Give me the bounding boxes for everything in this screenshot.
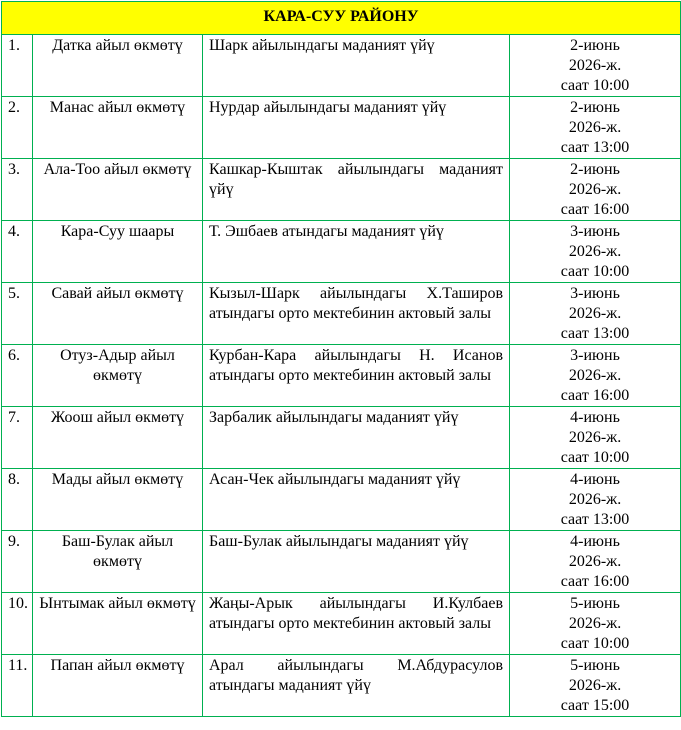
schedule-year: 2026-ж. — [568, 429, 622, 446]
venue: Баш-Булак айылындагы маданият үйү — [203, 531, 510, 593]
schedule-year: 2026-ж. — [568, 553, 622, 570]
row-number: 2. — [2, 97, 33, 159]
table-row — [2, 655, 681, 717]
venue: Курбан-Кара айылындагы Н. Исанов атындагы орто мектебинин актовый залы — [203, 345, 510, 407]
row-number: 3. — [2, 159, 33, 221]
local-government: Ынтымак айыл өкмөтү — [33, 593, 203, 655]
schedule-date: 4-июнь — [570, 533, 620, 550]
schedule-date: 3-июнь — [570, 223, 620, 240]
date-time — [510, 283, 681, 345]
schedule-date: 5-июнь — [570, 595, 620, 612]
local-government: Датка айыл өкмөтү — [33, 35, 203, 97]
schedule-year: 2026-ж. — [568, 119, 622, 136]
table-row — [2, 283, 681, 345]
date-time — [510, 345, 681, 407]
local-government: Папан айыл өкмөтү — [33, 655, 203, 717]
date-time — [510, 469, 681, 531]
venue: Зарбалик айылындагы маданият үйү — [203, 407, 510, 469]
row-number: 6. — [2, 345, 33, 407]
schedule-time: саат 10:00 — [560, 263, 630, 280]
date-time — [510, 655, 681, 717]
schedule-date: 5-июнь — [570, 657, 620, 674]
schedule-year: 2026-ж. — [568, 243, 622, 260]
row-number: 5. — [2, 283, 33, 345]
row-number: 9. — [2, 531, 33, 593]
table-row — [2, 593, 681, 655]
local-government: Савай айыл өкмөтү — [33, 283, 203, 345]
schedule-year: 2026-ж. — [568, 615, 622, 632]
date-time — [510, 407, 681, 469]
local-government: Отуз-Адыр айыл өкмөтү — [33, 345, 203, 407]
schedule-body — [2, 2, 681, 717]
date-time — [510, 531, 681, 593]
row-number: 1. — [2, 35, 33, 97]
schedule-date: 2-июнь — [570, 161, 620, 178]
schedule-table — [1, 1, 681, 717]
venue: Жаңы-Арык айылындагы И.Кулбаев атындагы орто мектебинин актовый залы — [203, 593, 510, 655]
schedule-date: 3-июнь — [570, 347, 620, 364]
title-row — [2, 2, 681, 35]
local-government: Жоош айыл өкмөтү — [33, 407, 203, 469]
schedule-date: 2-июнь — [570, 37, 620, 54]
schedule-time: саат 16:00 — [560, 201, 630, 218]
schedule-date: 2-июнь — [570, 99, 620, 116]
schedule-time: саат 16:00 — [560, 573, 630, 590]
venue: Нурдар айылындагы маданият үйү — [203, 97, 510, 159]
date-time — [510, 159, 681, 221]
schedule-year: 2026-ж. — [568, 305, 622, 322]
schedule-time: саат 10:00 — [560, 635, 630, 652]
venue: Арал айылындагы М.Абдурасулов атындагы маданият үйү — [203, 655, 510, 717]
row-number: 11. — [2, 655, 33, 717]
venue: Асан-Чек айылындагы маданият үйү — [203, 469, 510, 531]
schedule-year: 2026-ж. — [568, 491, 622, 508]
venue: Кашкар-Кыштак айылындагы маданият үйү — [203, 159, 510, 221]
table-row — [2, 469, 681, 531]
row-number: 8. — [2, 469, 33, 531]
schedule-date: 3-июнь — [570, 285, 620, 302]
schedule-time: саат 13:00 — [560, 325, 630, 342]
schedule-year: 2026-ж. — [568, 367, 622, 384]
date-time — [510, 35, 681, 97]
local-government: Баш-Булак айыл өкмөтү — [33, 531, 203, 593]
schedule-time: саат 15:00 — [560, 697, 630, 714]
schedule-year: 2026-ж. — [568, 57, 622, 74]
date-time — [510, 97, 681, 159]
row-number: 10. — [2, 593, 33, 655]
table-row — [2, 407, 681, 469]
date-time — [510, 221, 681, 283]
local-government: Ала-Тоо айыл өкмөтү — [33, 159, 203, 221]
table-row — [2, 35, 681, 97]
table-row — [2, 97, 681, 159]
schedule-time: саат 10:00 — [560, 77, 630, 94]
venue: Кызыл-Шарк айылындагы Х.Таширов атындагы орто мектебинин актовый залы — [203, 283, 510, 345]
schedule-year: 2026-ж. — [568, 677, 622, 694]
schedule-date: 4-июнь — [570, 409, 620, 426]
district-title: КАРА-СУУ РАЙОНУ — [2, 2, 681, 35]
schedule-time: саат 13:00 — [560, 511, 630, 528]
date-time — [510, 593, 681, 655]
row-number: 4. — [2, 221, 33, 283]
venue: Т. Эшбаев атындагы маданият үйү — [203, 221, 510, 283]
table-row — [2, 345, 681, 407]
table-row — [2, 159, 681, 221]
row-number: 7. — [2, 407, 33, 469]
local-government: Кара-Суу шаары — [33, 221, 203, 283]
schedule-time: саат 13:00 — [560, 139, 630, 156]
venue: Шарк айылындагы маданият үйү — [203, 35, 510, 97]
schedule-time: саат 10:00 — [560, 449, 630, 466]
table-row — [2, 531, 681, 593]
local-government: Манас айыл өкмөтү — [33, 97, 203, 159]
schedule-year: 2026-ж. — [568, 181, 622, 198]
schedule-date: 4-июнь — [570, 471, 620, 488]
schedule-time: саат 16:00 — [560, 387, 630, 404]
local-government: Мады айыл өкмөтү — [33, 469, 203, 531]
table-row — [2, 221, 681, 283]
